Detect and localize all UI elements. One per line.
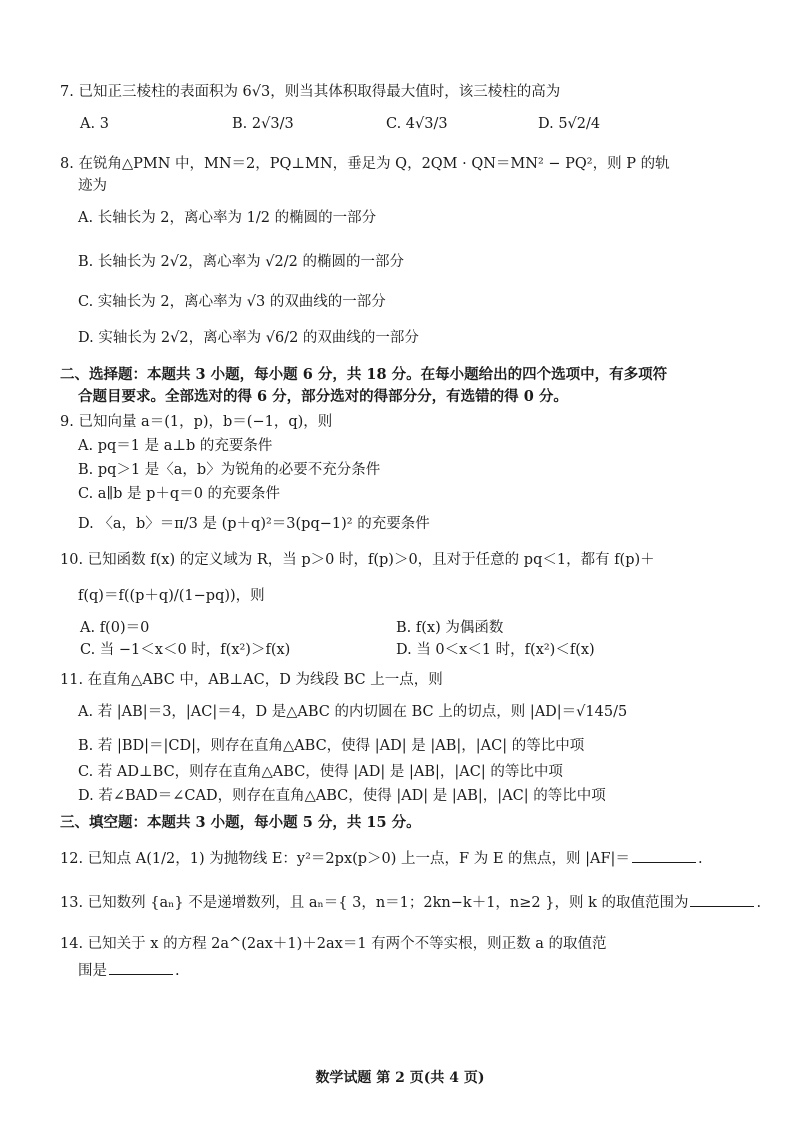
q10-option-b: B. f(x) 为偶函数 [396, 620, 504, 636]
q10-stem-line2: f(q)＝f((p＋q)/(1−pq))，则 [78, 588, 265, 604]
q11-option-c: C. 若 AD⊥BC，则存在直角△ABC，使得 |AD| 是 |AB|，|AC| 的等比中项 [78, 764, 563, 780]
q10-option-a: A. f(0)＝0 [80, 620, 150, 636]
q8-option-d: D. 实轴长为 2√2，离心率为 √6/2 的双曲线的一部分 [78, 330, 419, 346]
q8-option-b: B. 长轴长为 2√2，离心率为 √2/2 的椭圆的一部分 [78, 254, 404, 270]
q8-stem-line1: 8. 在锐角△PMN 中，MN＝2，PQ⊥MN，垂足为 Q，2QM · QN＝MN² − PQ²，则 P 的轨 [60, 156, 670, 172]
q9-option-d: D. 〈a，b〉＝π/3 是 (p＋q)²＝3(pq−1)² 的充要条件 [78, 516, 430, 532]
q9-option-b: B. pq＞1 是〈a，b〉为锐角的必要不充分条件 [78, 462, 381, 478]
q7-option-d: D. 5√2/4 [538, 116, 601, 132]
section2-heading-line1: 二、选择题：本题共 3 小题，每小题 6 分，共 18 分。在每小题给出的四个选项中，有多项符 [60, 366, 668, 383]
q11-option-d: D. 若∠BAD＝∠CAD，则存在直角△ABC，使得 |AD| 是 |AB|，|AC| 的等比中项 [78, 788, 606, 804]
q14-end: . [175, 963, 180, 979]
q8-stem-line2: 迹为 [78, 178, 107, 194]
page-footer: 数学试题 第 2 页(共 4 页) [315, 1070, 485, 1086]
q10-stem-line1: 10. 已知函数 f(x) 的定义域为 R，当 p＞0 时，f(p)＞0，且对于任意的 pq＜1，都有 f(p)＋ [60, 552, 655, 568]
q7-option-b: B. 2√3/3 [232, 116, 294, 132]
q13-line [60, 892, 761, 912]
q12-answer-blank [632, 848, 696, 863]
q12-stem: 12. 已知点 A(1/2，1) 为抛物线 E：y²＝2px(p＞0) 上一点，F 为 E 的焦点，则 |AF|＝ [60, 851, 630, 867]
q9-option-c: C. a∥b 是 p＋q＝0 的充要条件 [78, 486, 281, 502]
q9-option-a: A. pq＝1 是 a⊥b 的充要条件 [78, 438, 273, 454]
q14-stem-line2: 围是 [78, 963, 107, 979]
q14-answer-blank [109, 960, 173, 975]
q12-line [60, 848, 703, 868]
section3-heading: 三、填空题：本题共 3 小题，每小题 5 分，共 15 分。 [60, 814, 421, 831]
q7-option-a: A. 3 [80, 116, 109, 132]
q14-stem-line1: 14. 已知关于 x 的方程 2a^(2ax＋1)＋2ax＝1 有两个不等实根，则正数 a 的取值范 [60, 936, 607, 952]
q7-stem: 7. 已知正三棱柱的表面积为 6√3，则当其体积取得最大值时，该三棱柱的高为 [60, 84, 561, 100]
q11-stem: 11. 在直角△ABC 中，AB⊥AC，D 为线段 BC 上一点，则 [60, 672, 443, 688]
q10-option-d: D. 当 0＜x＜1 时，f(x²)＜f(x) [396, 642, 595, 658]
q7-option-c: C. 4√3/3 [386, 116, 448, 132]
q9-stem: 9. 已知向量 a＝(1，p)，b＝(−1，q)，则 [60, 414, 333, 430]
q13-answer-blank [690, 892, 754, 907]
q12-end: . [697, 851, 703, 867]
q13-stem: 13. 已知数列 {aₙ} 不是递增数列，且 aₙ＝{ 3，n＝1；2kn−k＋1，n≥2 }，则 k 的取值范围为 [60, 895, 689, 911]
q11-option-a: A. 若 |AB|＝3，|AC|＝4，D 是△ABC 的内切圆在 BC 上的切点，则 |AD|＝√145/5 [78, 704, 628, 720]
q13-end: . [756, 895, 762, 911]
section2-heading-line2: 合题目要求。全部选对的得 6 分，部分选对的得部分分，有选错的得 0 分。 [78, 388, 568, 405]
q11-option-b: B. 若 |BD|＝|CD|，则存在直角△ABC，使得 |AD| 是 |AB|，|AC| 的等比中项 [78, 738, 585, 754]
q14-line2 [78, 960, 180, 980]
q8-option-a: A. 长轴长为 2，离心率为 1/2 的椭圆的一部分 [78, 210, 377, 226]
q10-option-c: C. 当 −1＜x＜0 时，f(x²)＞f(x) [80, 642, 291, 658]
q8-option-c: C. 实轴长为 2，离心率为 √3 的双曲线的一部分 [78, 294, 386, 310]
